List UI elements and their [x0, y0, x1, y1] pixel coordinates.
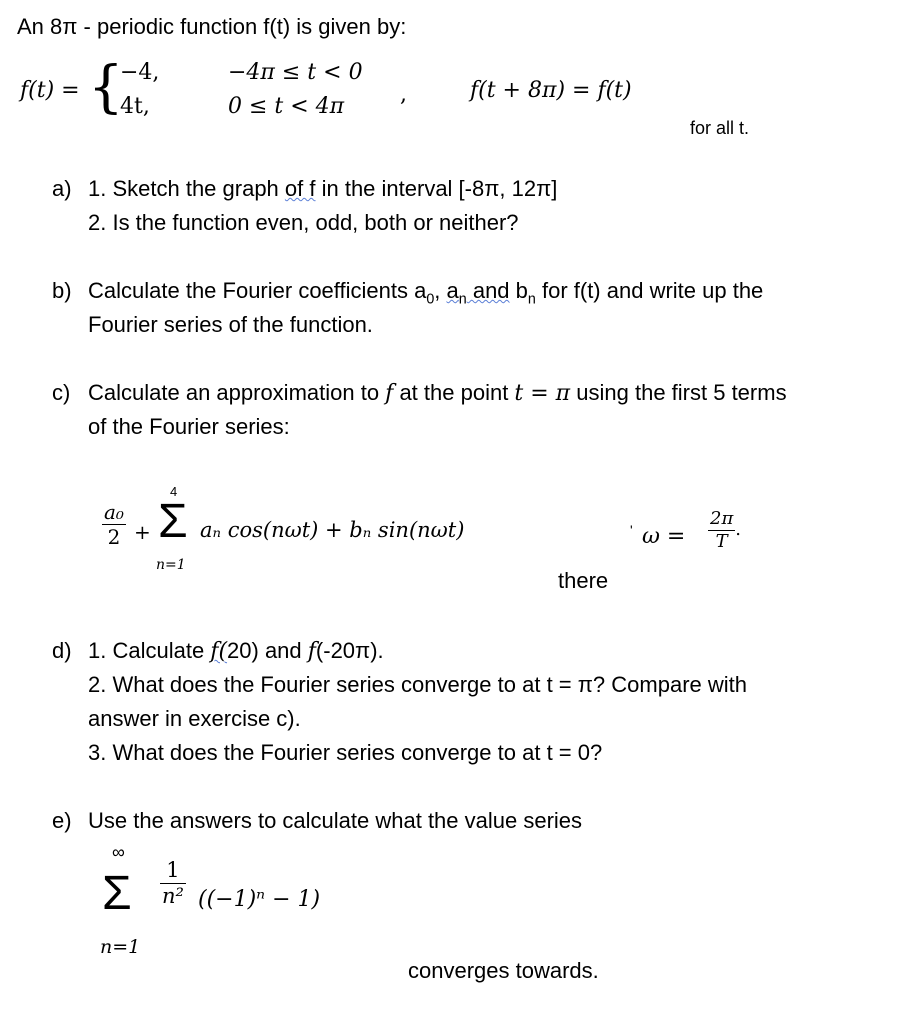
part-c-line2: of the Fourier series:	[88, 414, 290, 439]
part-a-of-f-underlined: of f	[284, 176, 316, 201]
series-sigma: Σ	[102, 867, 132, 920]
case1-value: −4,	[120, 60, 160, 85]
case1-condition: −4π ≤ t < 0	[228, 60, 363, 85]
one-over-n2: $\frac{1}{\text{n²}}$	[162, 858, 184, 909]
a0-over-2: $\frac{\text{a₀}}{2}$	[104, 500, 124, 549]
intro-line	[17, 14, 406, 40]
part-a-label: a)	[52, 176, 72, 201]
series-body: ((−1)ⁿ − 1)	[198, 887, 321, 912]
part-d-item3: 3. What does the Fourier series converge to at t = 0?	[88, 740, 603, 765]
series-lower-limit: n=1	[100, 936, 141, 958]
part-e-label: e)	[52, 808, 72, 833]
fourier-sum-formula	[102, 500, 126, 549]
part-b-label: b)	[52, 278, 72, 303]
case2-condition: 0 ≤ t < 4π	[228, 94, 345, 119]
intro-text: An 8π - periodic function f(t) is given by:	[17, 14, 407, 39]
stray-tick: '	[630, 522, 633, 538]
for-all-t: for all t.	[690, 118, 750, 138]
periodicity-equation: f(t + 8π) = f(t)	[470, 78, 632, 103]
part-d-item1: 1. Calculate f(20) and f(-20π).	[88, 638, 384, 664]
fourier-terms: aₙ cos(nωt) + bₙ sin(nωt)	[200, 518, 465, 542]
part-d-label: d)	[52, 638, 72, 663]
part-d-item2-line1: 2. What does the Fourier series converge to at t = π? Compare with	[88, 672, 747, 697]
case2-value: 4t,	[120, 94, 150, 119]
sum-lower-limit: n=1	[156, 557, 186, 573]
omega-equals: ω =	[642, 524, 686, 549]
part-d-item2-line2: answer in exercise c).	[88, 706, 301, 731]
omega-fraction: $\frac{2\pi}{T}$ .	[710, 508, 742, 552]
part-b-an-underlined: $a_n$ and	[446, 278, 510, 308]
definition-lhs: f(t) =	[20, 78, 80, 103]
sigma-symbol: Σ	[158, 495, 188, 548]
part-b-line1: Calculate the Fourier coefficients $a_0$, $a_n$ and $b_n$ for f(t) and write up the	[88, 278, 764, 308]
part-a-item1: 1. Sketch the graph of f in the interval [-8π, 12π]	[88, 176, 558, 201]
part-c-label: c)	[52, 380, 71, 405]
part-d-f20-underlined: f(	[210, 639, 228, 664]
part-a-item2: 2. Is the function even, odd, both or neither?	[88, 210, 519, 235]
converges-towards: converges towards.	[408, 958, 599, 983]
series-upper-limit: ∞	[112, 842, 125, 862]
sum-plus: +	[134, 520, 151, 544]
definition-brace: {	[88, 55, 124, 120]
part-c-line1: Calculate an approximation to f at the point t = π using the first 5 terms	[88, 380, 787, 406]
part-e-text: Use the answers to calculate what the value series	[88, 808, 583, 833]
sum-upper-limit: 4	[170, 484, 178, 499]
part-b-line2: Fourier series of the function.	[88, 312, 373, 337]
definition-comma: ,	[400, 82, 407, 107]
there-word: there	[558, 568, 609, 593]
